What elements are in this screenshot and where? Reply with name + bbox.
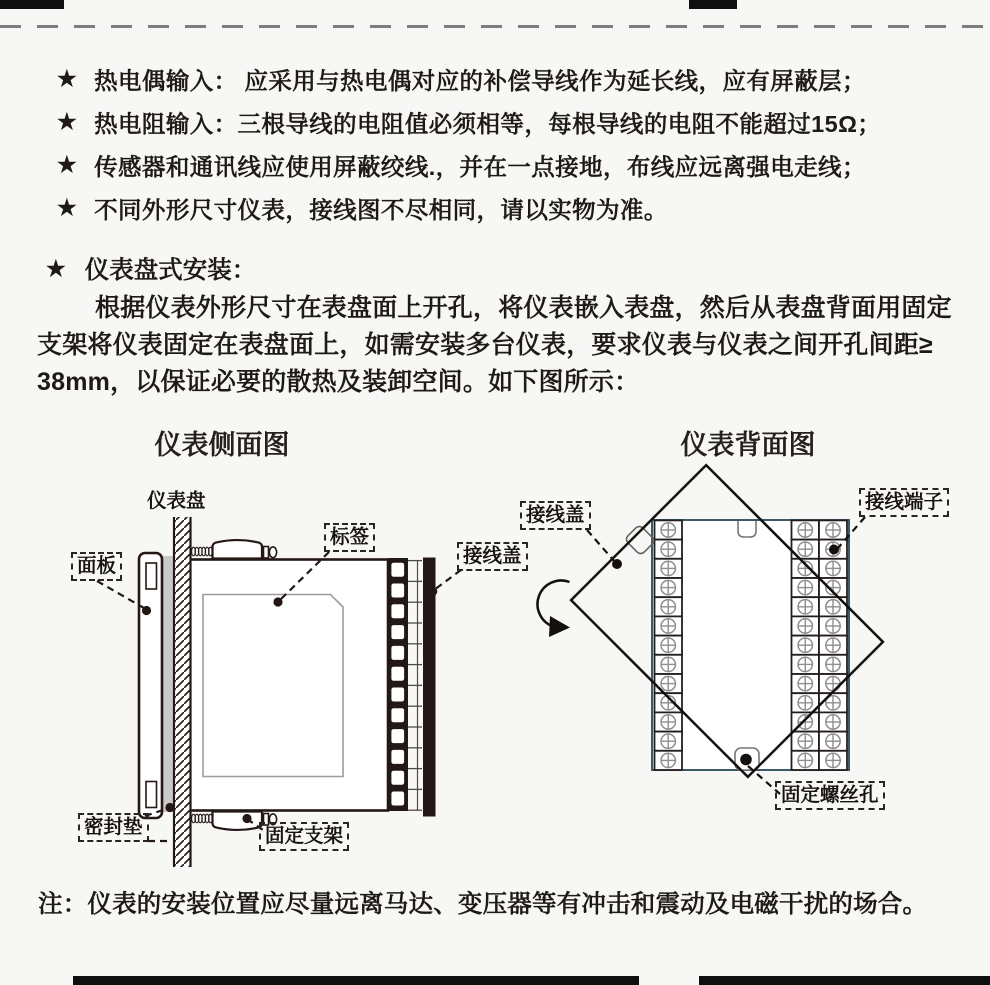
bullet-text: 热电阻输入：三根导线的电阻值必须相等，每根导线的电阻不能超过15Ω； (94, 110, 882, 137)
star-icon: ★ (57, 194, 78, 220)
side-view-diagram (97, 517, 461, 867)
label-sticker: 标签 (324, 523, 375, 552)
bullet-text: 热电偶输入： 应采用与热电偶对应的补偿导线作为延长线，应有屏蔽层； (94, 67, 866, 94)
label-terminal-cover-side: 接线盖 (457, 542, 528, 571)
paragraph-line: 支架将仪表固定在表盘面上，如需安装多台仪表，要求仪表与仪表之间开孔间距≥ (37, 331, 933, 359)
back-view-title: 仪表背面图 (680, 430, 816, 460)
side-view-title: 仪表侧面图 (154, 430, 290, 460)
bullet-text: 不同外形尺寸仪表，接线图不尽相同，请以实物为准。 (94, 196, 668, 223)
paragraph-line: 38mm，以保证必要的散热及装卸空间。如下图所示： (37, 368, 640, 396)
label-terminal-block: 接线端子 (859, 488, 949, 517)
star-icon: ★ (57, 108, 78, 134)
star-icon: ★ (57, 65, 78, 91)
paragraph-line: 根据仪表外形尺寸在表盘面上开孔，将仪表嵌入表盘，然后从表盘背面用固定 (95, 294, 952, 322)
star-icon: ★ (46, 255, 66, 281)
label-fixing-bracket: 固定支架 (259, 822, 349, 851)
bullet-text: 传感器和通讯线应使用屏蔽绞线.，并在一点接地，布线应远离强电走线； (94, 153, 866, 180)
installation-note: 注：仪表的安装位置应尽量远离马达、变压器等有冲击和震动及电磁干扰的场合。 (38, 891, 928, 918)
label-terminal-cover-back: 接线盖 (520, 501, 591, 530)
label-panel-board: 仪表盘 (147, 490, 206, 512)
label-seal-gasket: 密封垫 (78, 813, 149, 842)
section-title: 仪表盘式安装： (84, 257, 257, 284)
label-front-panel: 面板 (71, 552, 122, 581)
star-icon: ★ (57, 151, 78, 177)
label-fixing-screw-hole: 固定螺丝孔 (775, 781, 885, 810)
